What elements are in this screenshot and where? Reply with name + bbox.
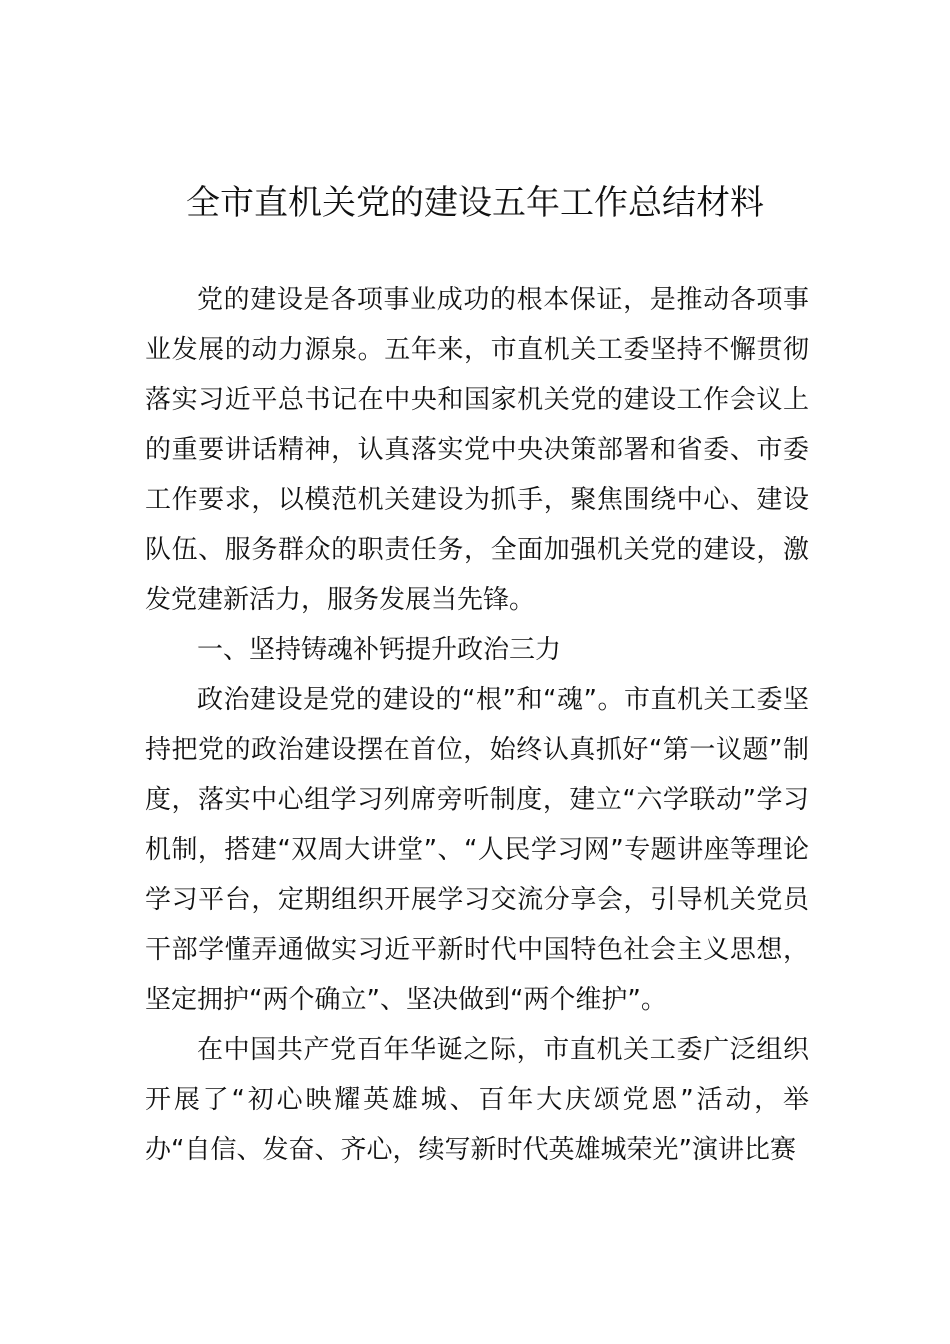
paragraph-intro: 党的建设是各项事业成功的根本保证，是推动各项事业发展的动力源泉。五年来，市直机关工委坚持不懈贯彻落实习近平总书记在中央和国家机关党的建设工作会议上的重要讲话精神，认真落实党中央决策部署和省委、市委工作要求，以模范机关建设为抓手，聚焦围绕中心、建设队伍、服务群众的职责任务，全面加强机关党的建设，激发党建新活力，服务发展当先锋。 bbox=[145, 285, 809, 615]
paragraph-political-building: 政治建设是党的建设的“根”和“魂”。市直机关工委坚持把党的政治建设摆在首位，始终认真抓好“第一议题”制度，落实中心组学习列席旁听制度，建立“六学联动”学习机制，搭建“双周大讲堂”、“人民学习网”专题讲座等理论学习平台，定期组织开展学习交流分享会，引导机关党员干部学懂弄通做实习近平新时代中国特色社会主义思想，坚定拥护“两个确立”、坚决做到“两个维护”。 bbox=[145, 685, 809, 1015]
document-title: 全市直机关党的建设五年工作总结材料 bbox=[186, 183, 764, 223]
section-heading-1: 一、坚持铸魂补钙提升政治三力 bbox=[197, 635, 562, 665]
paragraph-centenary-activities: 在中国共产党百年华诞之际，市直机关工委广泛组织开展了“初心映耀英雄城、百年大庆颂党恩”活动，举办“自信、发奋、齐心，续写新时代英雄城荣光”演讲比赛 bbox=[145, 1035, 809, 1165]
document-body bbox=[145, 275, 809, 1175]
